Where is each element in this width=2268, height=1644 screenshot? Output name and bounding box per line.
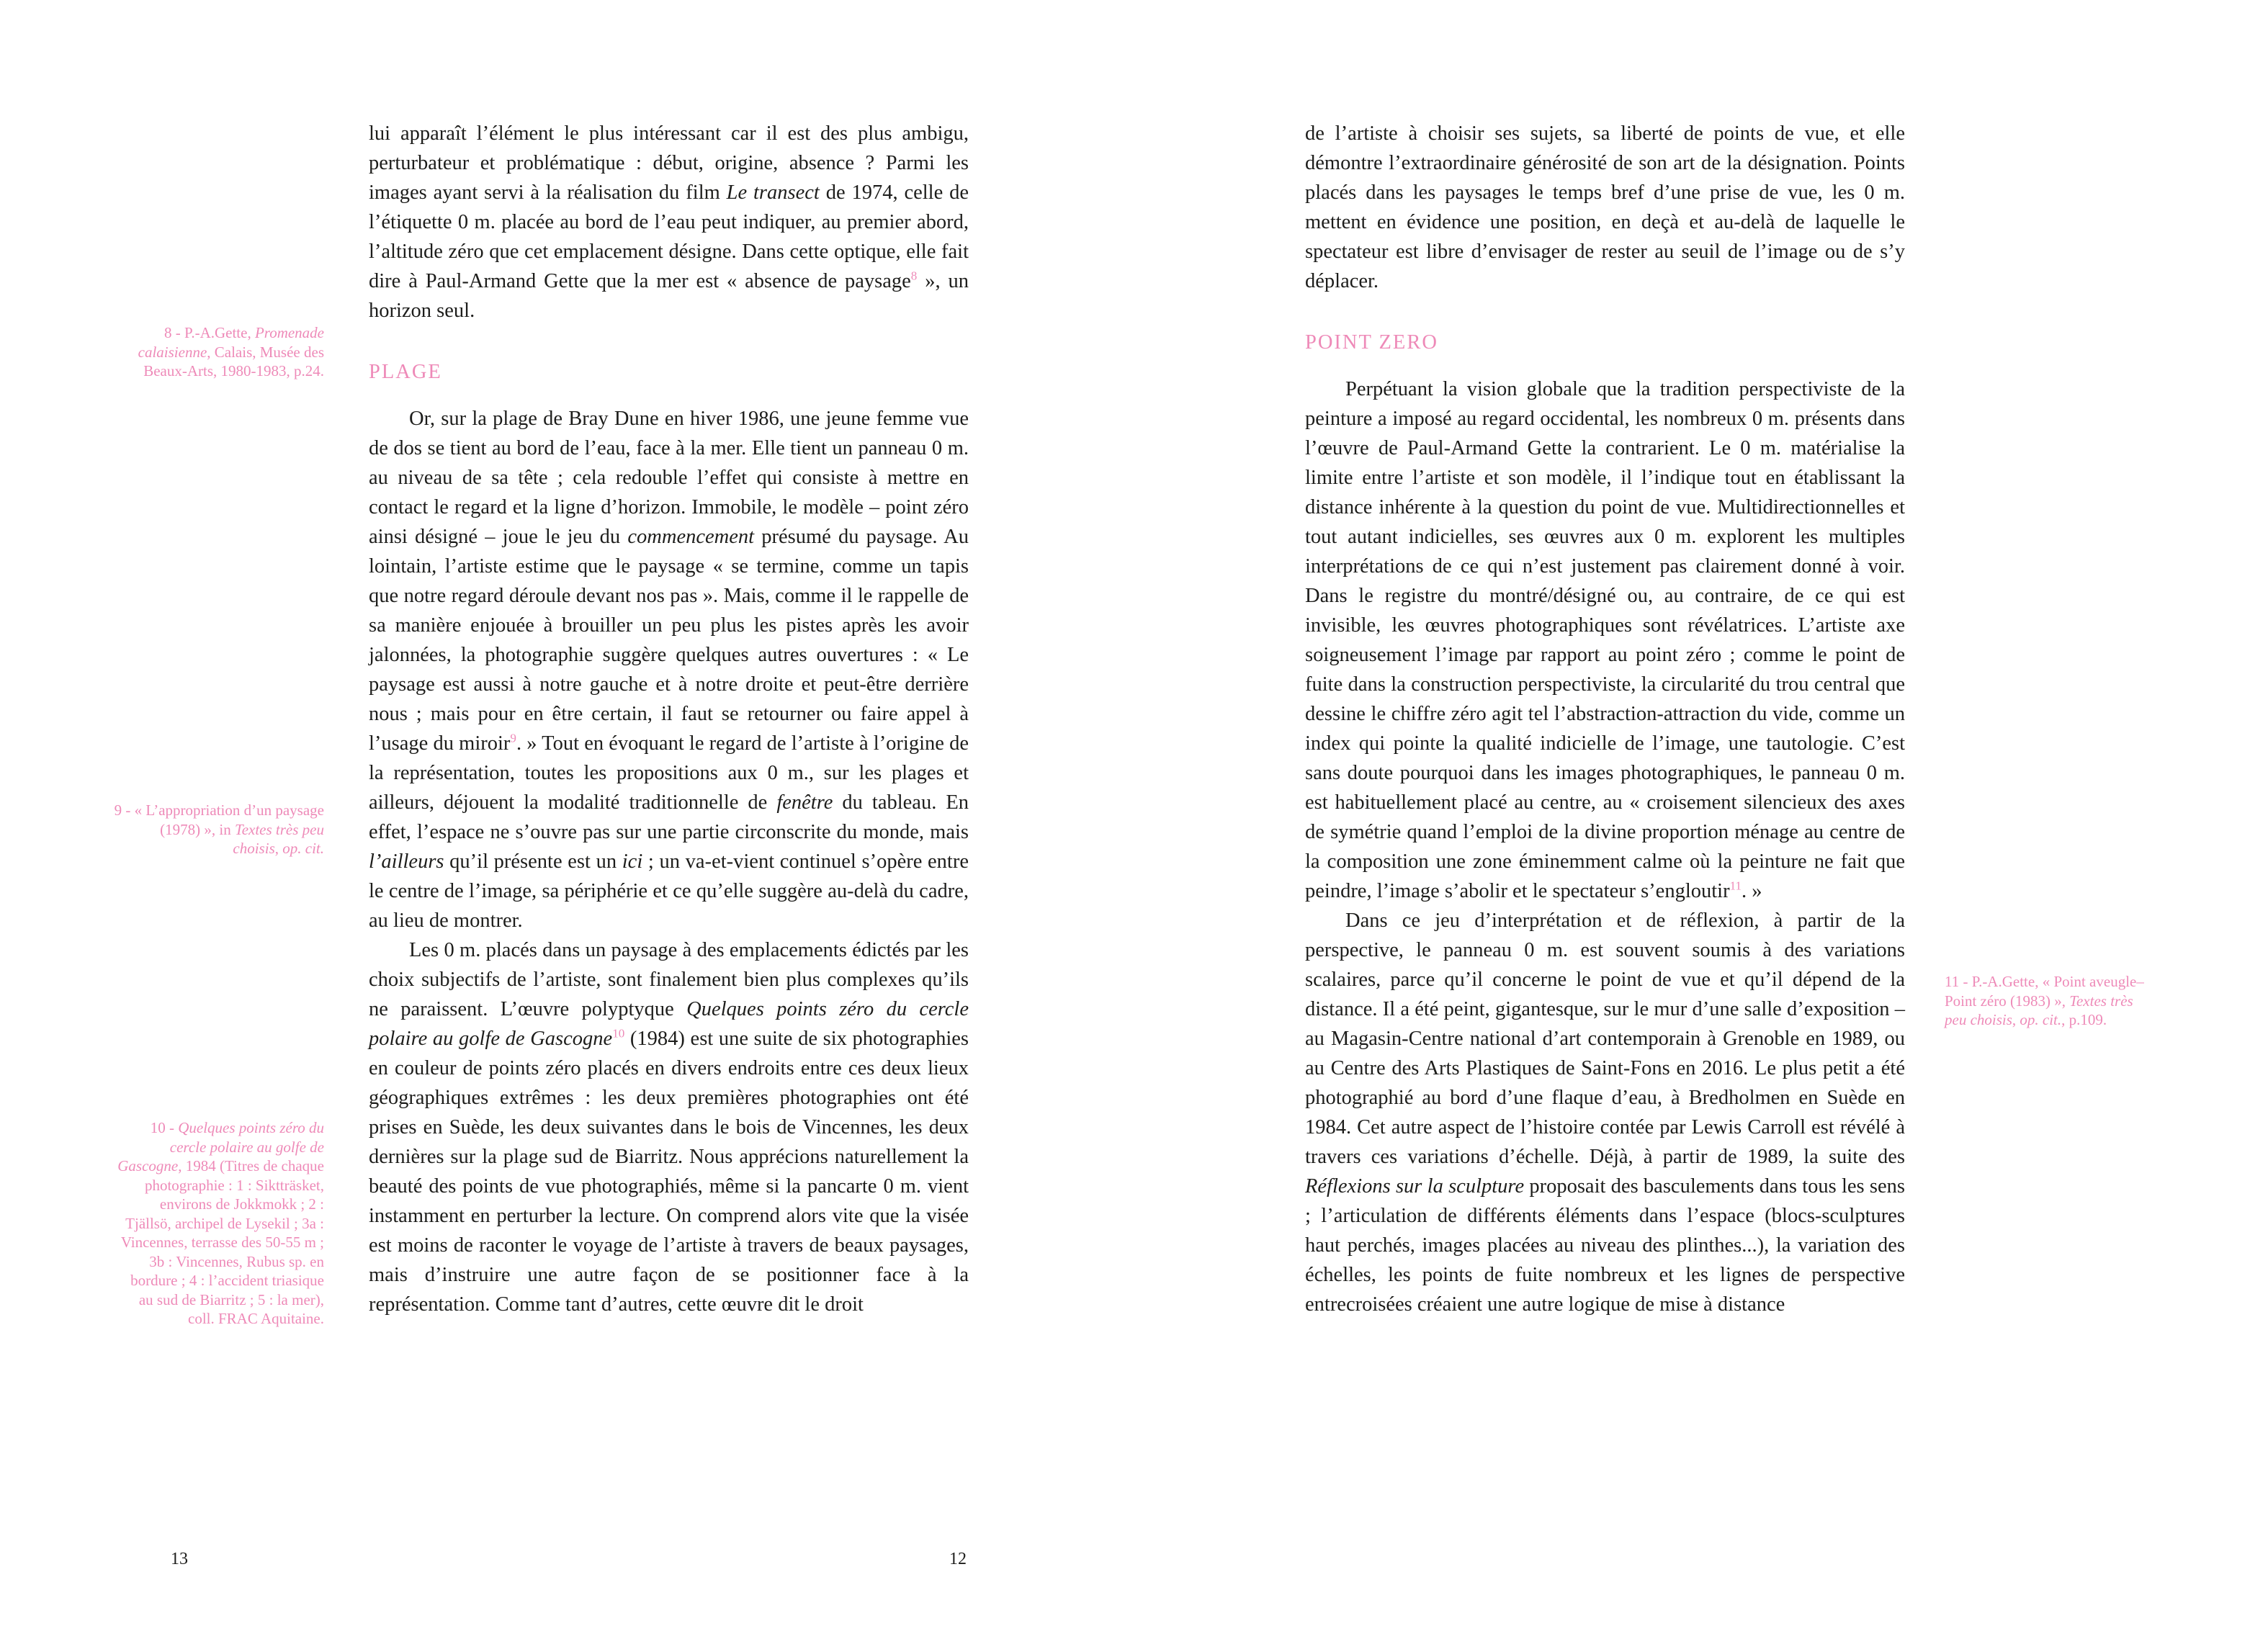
footnote-ref-8: 8 — [910, 269, 918, 283]
body-text: lui apparaît l’élément le plus intéressant car il est des plus ambigu, perturbateur et problématique : début, origine, absence ? Parmi les images ayant servi à la réalisation du film — [369, 122, 969, 204]
body-text: , — [2012, 1011, 2020, 1028]
body-text: Dans ce jeu d’interprétation et de réflexion, à partir de la perspective, le panneau 0 m. est souvent soumis à des variations scalaires, parce qu’il concerne le point de vue et qu’il dépend de la distance. Il a été peint, gigantesque, sur le mur d’une salle d’exposition – au Magasin-Centre national d’art contemporain à Grenoble en 1989, ou au Centre des Arts Plastiques de Saint-Fons en 2016. Le plus petit a été photographié au bord d’une flaque d’eau, à Bredholmen en Suède en 1984. Cet autre aspect de l’histoire contée par Lewis Carroll est révélé à travers ces variations d’échelle. Déjà, à partir de 1989, la suite des — [1305, 909, 1905, 1168]
body-text: Or, sur la plage de Bray Dune en hiver 1986, une jeune femme vue de dos se tient au bord de l’eau, face à la mer. Elle tient un panneau 0 m. au niveau de sa tête ; cela redouble l’effet qui consiste à mettre en contact le regard et la ligne d’horizon. Immobile, le modèle – point zéro ainsi désigné – joue le jeu du — [369, 408, 969, 548]
paragraph — [369, 935, 969, 1319]
body-text: , — [274, 840, 283, 857]
margin-note-10 — [114, 1118, 324, 1329]
body-text: Perpétuant la vision globale que la tradition perspectiviste de la peinture a imposé au regard occidental, les nombreux 0 m. présents dans l’œuvre de Paul-Armand Gette la contrarient. Le 0 m. matérialise la limite entre l’artiste et son modèle, il l’indique tout en établissant la distance inhérente à la question du point de vue. Multidirectionnelles et tout autant indicielles, ses œuvres aux 0 m. explorent les multiples interprétations de ce qui n’est justement pas clairement donné à voir. Dans le registre du montré/désigné ou, au contraire, de ce qui est invisible, les œuvres photographiques sont révélatrices. L’artiste axe soigneusement l’image par rapport au point zéro ; comme le point de fuite dans la construction perspectiviste, la circularité du trou central que dessine le chiffre zéro agit tel l’abstraction-attraction du vide, comme un index qui pointe la qualité indicielle de l’image, une tautologie. C’est sans doute pourquoi dans les images photographiques, le panneau 0 m. est habituellement placé au centre, au « croisement silencieux des axes de symétrie quand l’emploi de la divine proportion ménage au centre de la composition une zone éminemment calme où la peinture ne fait que peindre, l’image s’abolir et le spectateur s’engloutir — [1305, 378, 1905, 902]
body-text: de 1974, celle de l’étiquette 0 m. placée au bord de l’eau peut indiquer, au premier abord, l’altitude zéro que cet emplacement désigne. Dans cette optique, elle fait dire à Paul-Armand Gette que la mer est « absence de paysage — [369, 181, 969, 292]
section-heading: POINT ZERO — [1305, 331, 1438, 354]
body-text: , 1984 (Titres de chaque photographie : 1 : Siktträsket, environs de Jokkmokk ; 2 : Tjällsö, archipel de Lysekil ; 3a : Vincennes, terrasse des 50-55 m ; 3b : Vincennes, Rubus sp. en bordure ; 4 : l’accident triasique au sud de Biarritz ; 5 : la mer), coll. FRAC Aquitaine. — [120, 1157, 324, 1327]
body-text: », un horizon seul. — [369, 270, 969, 322]
body-text: 8 - P.-A.Gette, — [163, 324, 255, 341]
body-text: . » Tout en évoquant le regard de l’artiste à l’origine de la représentation, toutes les propositions aux 0 m., sur les plages et ailleurs, déjouent la modalité traditionnelle de — [369, 732, 969, 814]
page-right — [1134, 0, 2268, 1644]
body-text: 9 - « L’appropriation d’un paysage (1978) », in — [114, 801, 324, 838]
paragraph — [369, 119, 969, 325]
body-text: (1984) est une suite de six photographies en couleur de points zéro placés en divers endroits entre ces deux lieux géographiques extrêmes : les deux premières photographies ont été prises en Suède, les deux suivantes dans le bois de Vincennes, les deux dernières sur la plage sud de Biarritz. Nous apprécions naturellement la beauté des points de vue photographiés, même si la pancarte 0 m. vient instamment en perturber la lecture. On comprend alors vite que la visée est moins de raconter le voyage de l’artiste à travers de beaux paysages, mais d’instruire une autre façon de se positionner face à la représentation. Comme tant d’autres, cette œuvre dit le droit — [369, 1028, 969, 1316]
footnote-ref-11: 11 — [1729, 879, 1742, 893]
body-text: de l’artiste à choisir ses sujets, sa liberté de points de vue, et elle démontre l’extraordinaire générosité de son art de la désignation. Points placés dans les paysages le temps bref d’une prise de vue, les 0 m. mettent en évidence une position, en deçà et au-delà de laquelle le spectateur est libre d’envisager de rester au seuil de l’image ou de s’y déplacer. — [1305, 122, 1905, 292]
italic-text: commencement — [627, 526, 755, 548]
text-column-page-12 — [369, 119, 969, 1319]
italic-text: Quelques points zéro du cercle polaire au golfe de Gascogne — [117, 1119, 324, 1174]
page-number-12: 12 — [949, 1550, 967, 1568]
body-text: proposait des basculements dans tous les sens ; l’articulation de différents éléments dans l’espace (blocs-sculptures haut perchés, images placées au niveau des plinthes...), la variation des échelles, les points de fuite nombreux et les lignes de perspective entrecroisées créaient une autre logique de mise à distance — [1305, 1175, 1905, 1316]
body-text: Les 0 m. placés dans un paysage à des emplacements édictés par les choix subjectifs de l’artiste, sont finalement bien plus complexes qu’ils ne paraissent. L’œuvre polyptyque — [369, 939, 969, 1020]
italic-text: Promenade calaisienne — [138, 324, 324, 361]
body-text: 10 - — [150, 1119, 179, 1136]
paragraph — [1305, 374, 1905, 906]
body-text: ; un va-et-vient continuel s’opère entre le centre de l’image, sa périphérie et ce qu’elle suggère au-delà du cadre, au lieu de montrer. — [369, 850, 969, 932]
page-number-13: 13 — [171, 1550, 188, 1568]
italic-text: l’ailleurs — [369, 850, 444, 873]
margin-notes-column-right — [1945, 0, 2155, 1644]
body-text: 11 - P.-A.Gette, « Point aveugle– Point zéro (1983) », — [1945, 973, 2144, 1010]
margin-note-8 — [114, 323, 324, 381]
italic-text: op. cit. — [282, 840, 324, 857]
section-heading: PLAGE — [369, 361, 442, 383]
italic-text: ici — [622, 850, 643, 873]
body-text: du tableau. En effet, l’espace ne s’ouvre pas sur une partie circonscrite du monde, mais — [369, 791, 969, 843]
body-text: qu’il présente est un — [444, 850, 622, 873]
paragraph — [1305, 119, 1905, 296]
body-text: présumé du paysage. Au lointain, l’artiste estime que le paysage « se termine, comme un tapis que notre regard déroule devant nos pas ». Mais, comme il le rappelle de sa manière enjouée à brouiller un peu plus les pistes après les avoir jalonnées, la photographie suggère quelques autres ouvertures : « Le paysage est aussi à notre gauche et à notre droite et peut-être derrière nous ; mais pour en être certain, il faut se retourner ou faire appel à l’usage du miroir — [369, 526, 969, 755]
italic-text: Textes très peu choisis — [233, 820, 324, 857]
body-text: , Calais, Musée des Beaux-Arts, 1980-1983, p.24. — [143, 343, 324, 379]
footnote-ref-9: 9 — [510, 731, 516, 745]
body-text: . » — [1742, 880, 1762, 902]
italic-text: Textes très peu choisis — [1945, 992, 2133, 1028]
paragraph — [1305, 906, 1905, 1319]
text-column-page-13 — [1305, 119, 1905, 1319]
margin-notes-column-left — [114, 0, 324, 1644]
italic-text: Le transect — [726, 181, 820, 204]
footnote-ref-10: 10 — [612, 1026, 625, 1041]
italic-text: Réflexions sur la sculpture — [1305, 1175, 1525, 1198]
italic-text: Quelques points zéro du cercle polaire au golfe de Gascogne — [369, 998, 969, 1050]
margin-note-9 — [114, 801, 324, 858]
italic-text: op. cit. — [2020, 1011, 2062, 1028]
margin-note-11 — [1945, 972, 2155, 1030]
italic-text: fenêtre — [776, 791, 833, 814]
body-text: , p.109. — [2061, 1011, 2107, 1028]
paragraph — [369, 404, 969, 935]
